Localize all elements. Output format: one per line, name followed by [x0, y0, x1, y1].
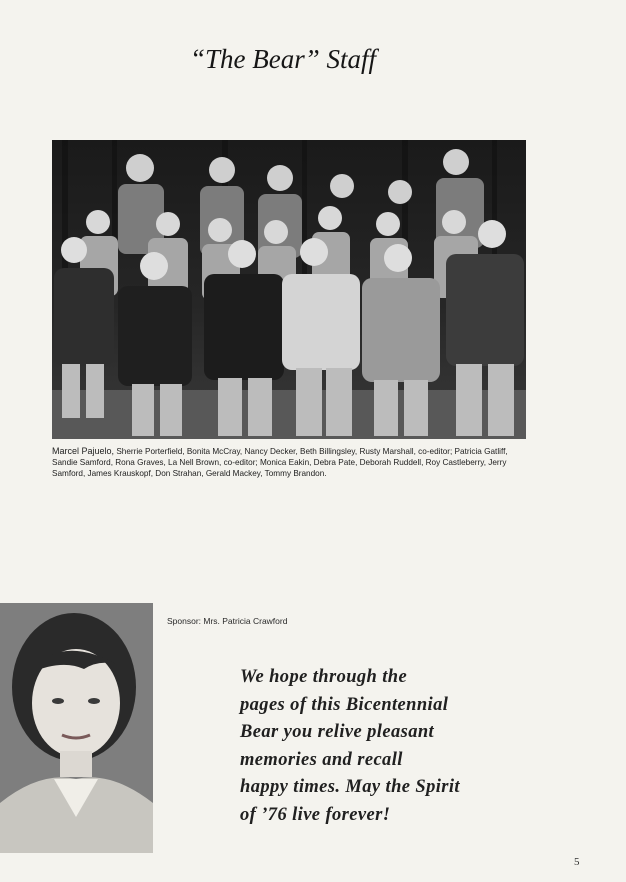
page-number: 5: [574, 856, 580, 868]
staff-caption: [52, 446, 530, 479]
staff-group-photo: [52, 140, 526, 439]
caption-names: Sherrie Porterfield, Bonita McCray, Nancy Decker, Beth Billingsley, Rusty Marshall, co-editor; Patricia Gatliff, Sandie Samford, Rona Graves, La Nell Brown, co-editor; Monica Eakin, Debra Pate, Deborah Ruddell, Roy Castleberry, Jerry Samford, James Krauskopf, Don Strahan, Gerald Mackey, Tommy Brandon.: [52, 447, 508, 478]
message-line: Bear you relive pleasant: [240, 722, 435, 742]
message-line: pages of this Bicentennial: [240, 694, 449, 715]
message-line: of ’76 live forever!: [240, 804, 391, 825]
sponsor-label: Sponsor: Mrs. Patricia Crawford: [167, 616, 288, 626]
bicentennial-message: [240, 664, 570, 829]
caption-lead-name: Marcel Pajuelo,: [52, 446, 115, 456]
page-title: “The Bear” Staff: [189, 44, 377, 74]
message-line: We hope through the: [240, 667, 408, 687]
message-line: memories and recall: [240, 749, 403, 770]
sponsor-portrait-photo: [0, 603, 153, 853]
message-line: happy times. May the Spirit: [240, 777, 460, 797]
